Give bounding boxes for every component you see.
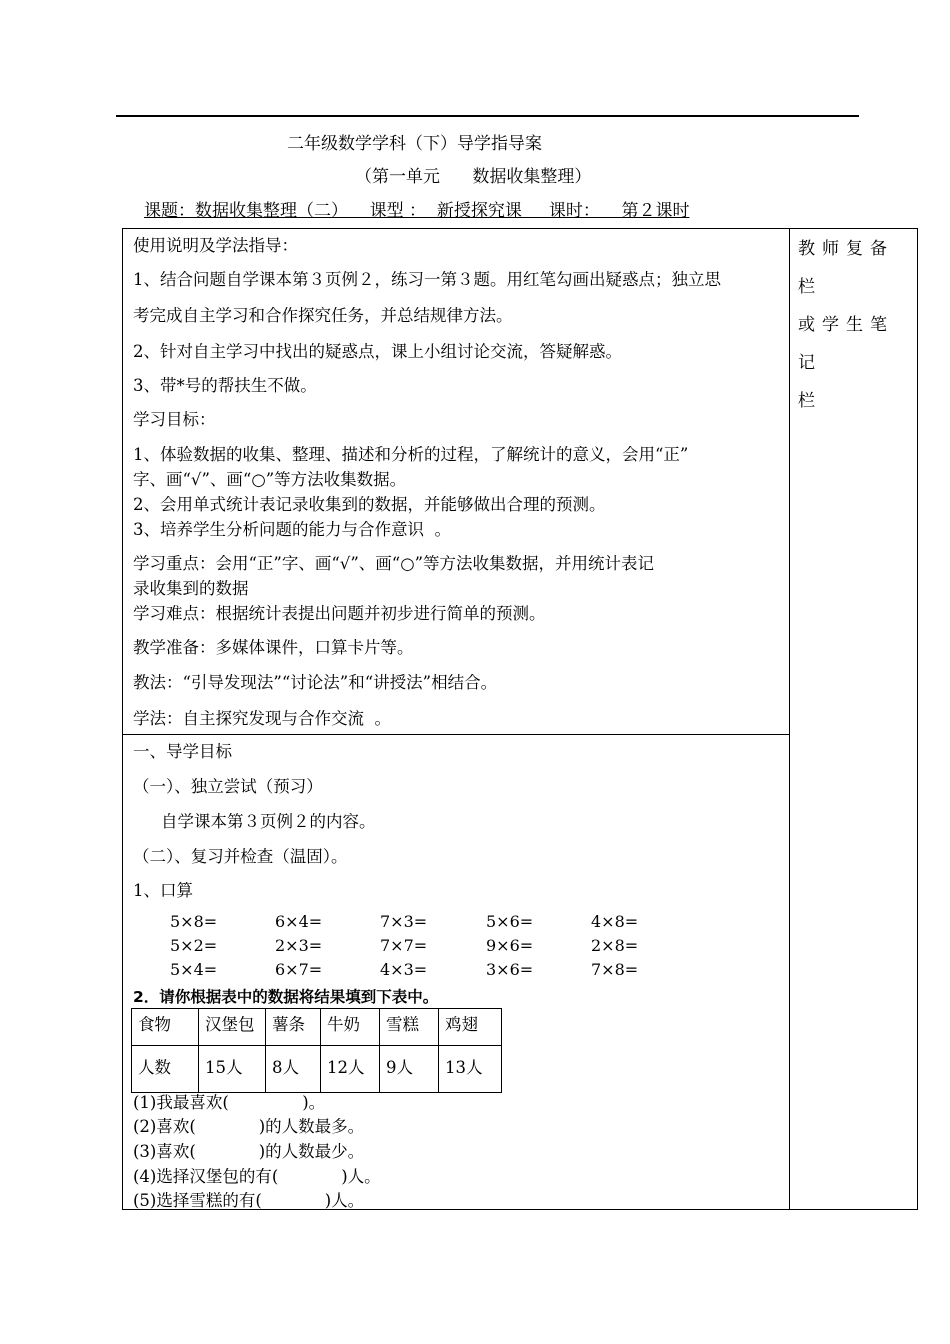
calc-item: 6×4= [275,912,323,931]
question-5: (5)选择雪糕的有( )人。 [133,1191,365,1210]
subsection-2: （二）、复习并检查（温固）。 [133,847,348,866]
table-cell: 雪糕 [380,1009,439,1046]
subsection-1-text: 自学课本第３页例２的内容。 [161,812,376,831]
table-cell: 9人 [380,1046,439,1093]
side-line-1: 教师复备栏 [798,239,894,297]
subsection-1: （一）、独立尝试（预习） [133,777,323,796]
key-point-b: 录收集到的数据 [133,579,249,598]
table-cell: 食物 [132,1009,199,1046]
calc-item: 4×3= [380,960,428,979]
unit-title: （第一单元 数据收集整理） [355,167,592,187]
document-title: 二年级数学学科（下）导学指导案 [287,134,542,154]
goal-1a: 1、体验数据的收集、整理、描述和分析的过程，了解统计的意义，会用“正” [133,445,689,464]
calc-item: 2×3= [275,936,323,955]
calc-item: 3×6= [486,960,534,979]
guide-item-1a: 1、结合问题自学课本第３页例２，练习一第３题。用红笔勾画出疑惑点；独立思 [133,270,721,289]
table-cell: 12人 [321,1046,380,1093]
question-2: (2)喜欢( )的人数最多。 [133,1117,365,1136]
goals-heading: 学习目标： [133,410,216,429]
goal-3: 3、培养学生分析问题的能力与合作意识 。 [133,520,451,539]
calc-item: 4×8= [591,912,639,931]
table-cell: 13人 [439,1046,502,1093]
calc-item: 7×3= [380,912,428,931]
calc-item: 2×8= [591,936,639,955]
side-line-3: 栏 [798,391,822,411]
table-cell: 8人 [266,1046,321,1093]
side-line-2: 或学生笔 记 [798,315,894,373]
difficulty: 学习难点：根据统计表提出问题并初步进行简单的预测。 [133,604,546,623]
teacher-notes-column [798,230,914,420]
question-1: (1)我最喜欢( )。 [133,1093,326,1112]
food-stats-table [131,1008,502,1093]
key-point-a: 学习重点：会用“正”字、画“√”、画“○”等方法收集数据，并用统计表记 [133,554,655,573]
goal-2: 2、会用单式统计表记录收集到的数据，并能够做出合理的预测。 [133,495,606,514]
teaching-prep: 教学准备：多媒体课件，口算卡片等。 [133,638,414,657]
top-rule [116,115,859,117]
guide-heading: 使用说明及学法指导： [133,236,298,255]
table-cell: 15人 [199,1046,266,1093]
study-method: 学法：自主探究发现与合作交流 。 [133,709,391,728]
task-2-heading: 2．请你根据表中的数据将结果填到下表中。 [133,988,439,1006]
table-row [132,1046,502,1093]
question-3: (3)喜欢( )的人数最少。 [133,1142,365,1161]
column-divider [789,228,790,1210]
lesson-info: 课题：数据收集整理（二） 课型 ： 新授探究课 课时： 第２课时 [144,201,690,221]
goal-1b: 字、画“√”、画“○”等方法收集数据。 [133,470,407,489]
calc-item: 7×7= [380,936,428,955]
calc-item: 7×8= [591,960,639,979]
calc-item: 5×2= [170,936,218,955]
calc-item: 5×6= [486,912,534,931]
row-divider [122,734,789,735]
question-4: (4)选择汉堡包的有( )人。 [133,1167,381,1186]
table-cell: 鸡翅 [439,1009,502,1046]
table-cell: 人数 [132,1046,199,1093]
table-cell: 薯条 [266,1009,321,1046]
table-row [132,1009,502,1046]
calc-item: 9×6= [486,936,534,955]
guide-item-2: 2、针对自主学习中找出的疑惑点，课上小组讨论交流，答疑解惑。 [133,342,622,361]
calc-item: 5×4= [170,960,218,979]
calc-item: 5×8= [170,912,218,931]
oral-calc-heading: 1、口算 [133,881,193,900]
table-cell: 汉堡包 [199,1009,266,1046]
guide-item-3: 3、带*号的帮扶生不做。 [133,376,317,395]
teaching-method: 教法：“引导发现法”“讨论法”和“讲授法”相结合。 [133,673,498,692]
section-heading: 一、导学目标 [133,742,232,761]
table-cell: 牛奶 [321,1009,380,1046]
guide-item-1b: 考完成自主学习和合作探究任务，并总结规律方法。 [133,306,513,325]
calc-item: 6×7= [275,960,323,979]
